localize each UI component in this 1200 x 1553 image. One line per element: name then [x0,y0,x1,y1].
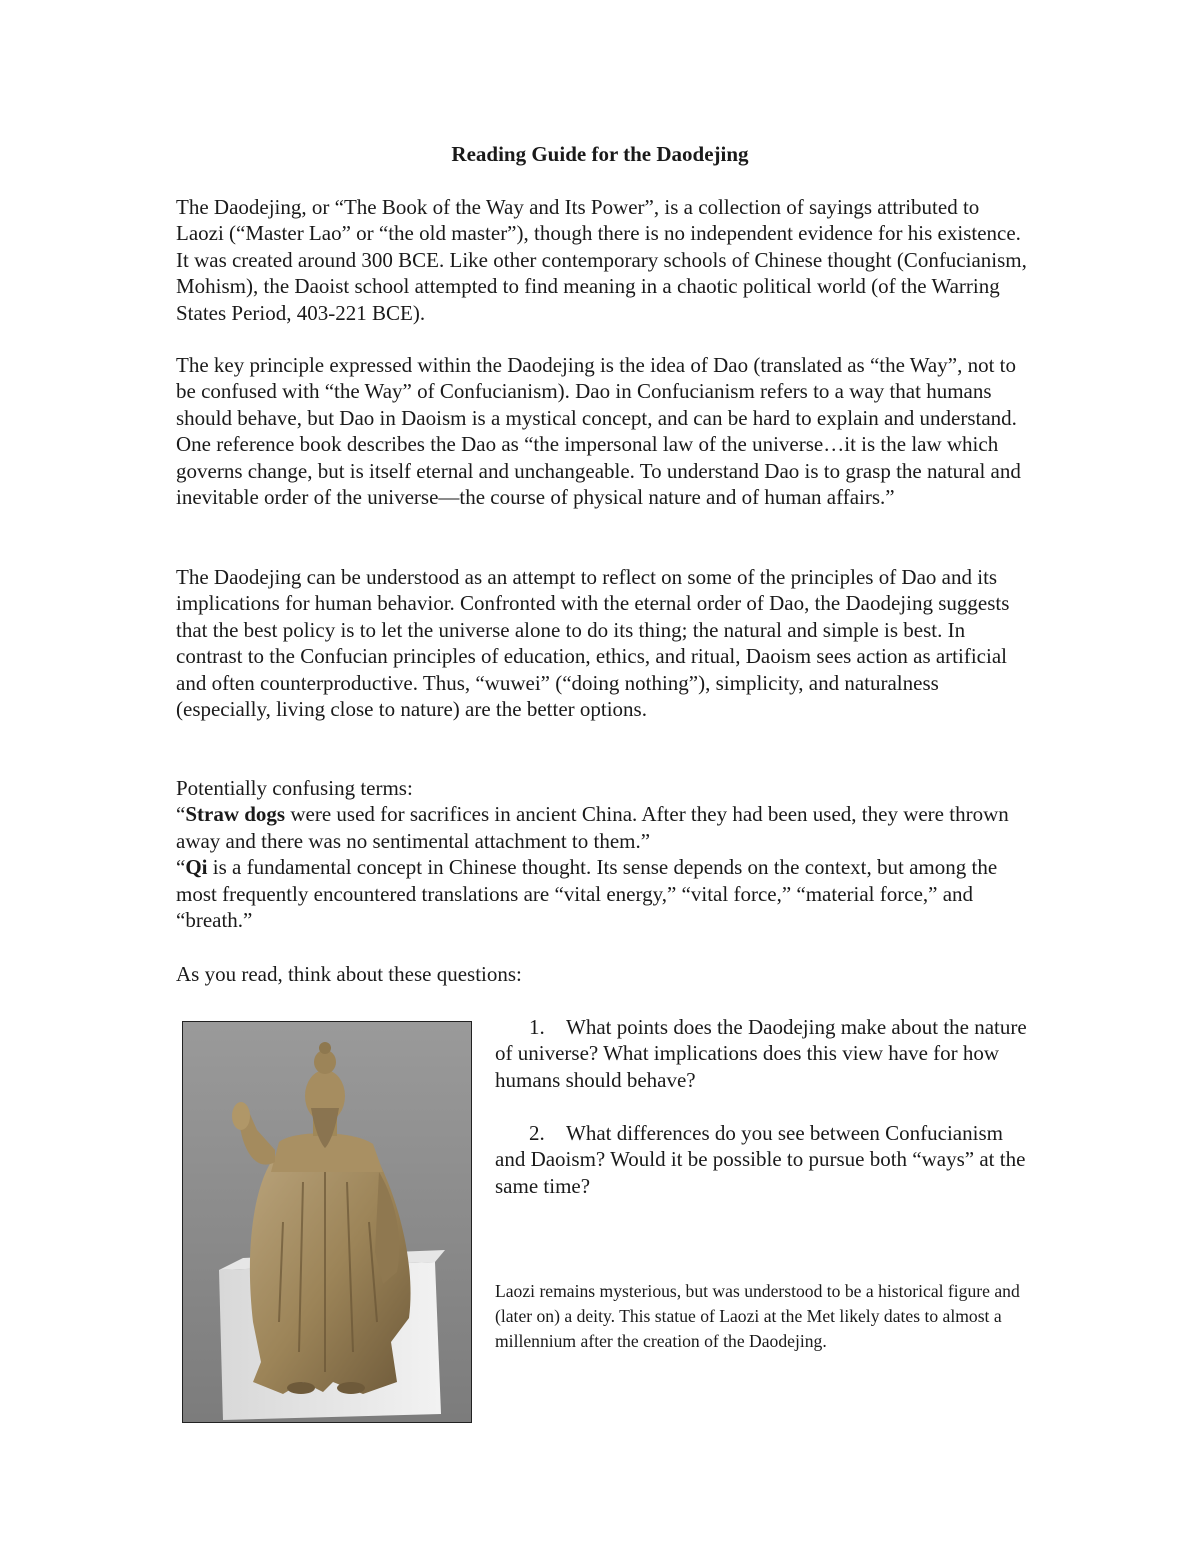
terms-section [176,775,1028,933]
implications-paragraph: The Daodejing can be understood as an attempt to reflect on some of the principles of Dao and its implications for human behavior. Confronted with the eternal order of Dao, the Daodejing suggests that the best policy is to let the universe alone to do its thing; the natural and simple is best. In contrast to the Confucian principles of education, ethics, and ritual, Daoism sees action as artificial and often counterproductive. Thus, “wuwei” (“doing nothing”), simplicity, and naturalness (especially, living close to nature) are the better options. [176,565,1010,722]
question-1 [495,1014,1035,1093]
question-1-number: 1. [529,1015,545,1039]
question-2-number: 2. [529,1121,545,1145]
question-2 [495,1120,1035,1199]
intro-paragraph: The Daodejing, or “The Book of the Way and Its Power”, is a collection of sayings attributed to Laozi (“Master Lao” or “the old master”), though there is no independent evidence for his existence. It was created around 300 BCE. Like other contemporary schools of Chinese thought (Confucianism, Mohism), the Daoist school attempted to find meaning in a chaotic political world (of the Warring States Period, 403-221 BCE). [176,195,1027,325]
dao-paragraph: The key principle expressed within the Daodejing is the idea of Dao (translated as “the Way”, not to be confused with “the Way” of Confucianism). Dao in Confucianism refers to a way that humans should behave, but Dao in Daoism is a mystical concept, and can be hard to explain and understand. One reference book describes the Dao as “the impersonal law of the universe…it is the law which governs change, but is itself eternal and unchangeable. To understand Dao is to grasp the natural and inevitable order of the universe—the course of physical nature and of human affairs.” [176,353,1021,510]
qi-open-quote: “ [176,855,186,880]
straw-dogs-definition [176,801,1028,854]
page-title: Reading Guide for the Daodejing [451,142,749,166]
straw-dogs-open-quote: “ [176,802,186,827]
qi-definition [176,854,1028,933]
terms-heading: Potentially confusing terms: [176,776,413,800]
straw-dogs-term: Straw dogs [185,802,286,827]
statue-caption: Laozi remains mysterious, but was understood to be a historical figure and (later on) a deity. This statue of Laozi at the Met likely dates to almost a millennium after the creation of the Daodejing. [495,1281,1020,1351]
qi-term: Qi [185,855,208,880]
straw-dogs-text: were used for sacrifices in ancient China. After they had been used, they were thrown away and there was no sentimental attachment to them.” [176,802,1009,853]
question-1-text: What points does the Daodejing make about the nature of universe? What implications does this view have for how humans should behave? [495,1015,1027,1092]
question-2-text: What differences do you see between Confucianism and Daoism? Would it be possible to pursue both “ways” at the same time? [495,1121,1026,1198]
qi-text: is a fundamental concept in Chinese thought. Its sense depends on the context, but among the most frequently encountered translations are “vital energy,” “vital force,” “material force,” and “breath.” [176,855,998,933]
laozi-statue-image [182,1021,472,1423]
questions-intro: As you read, think about these questions: [176,962,522,986]
